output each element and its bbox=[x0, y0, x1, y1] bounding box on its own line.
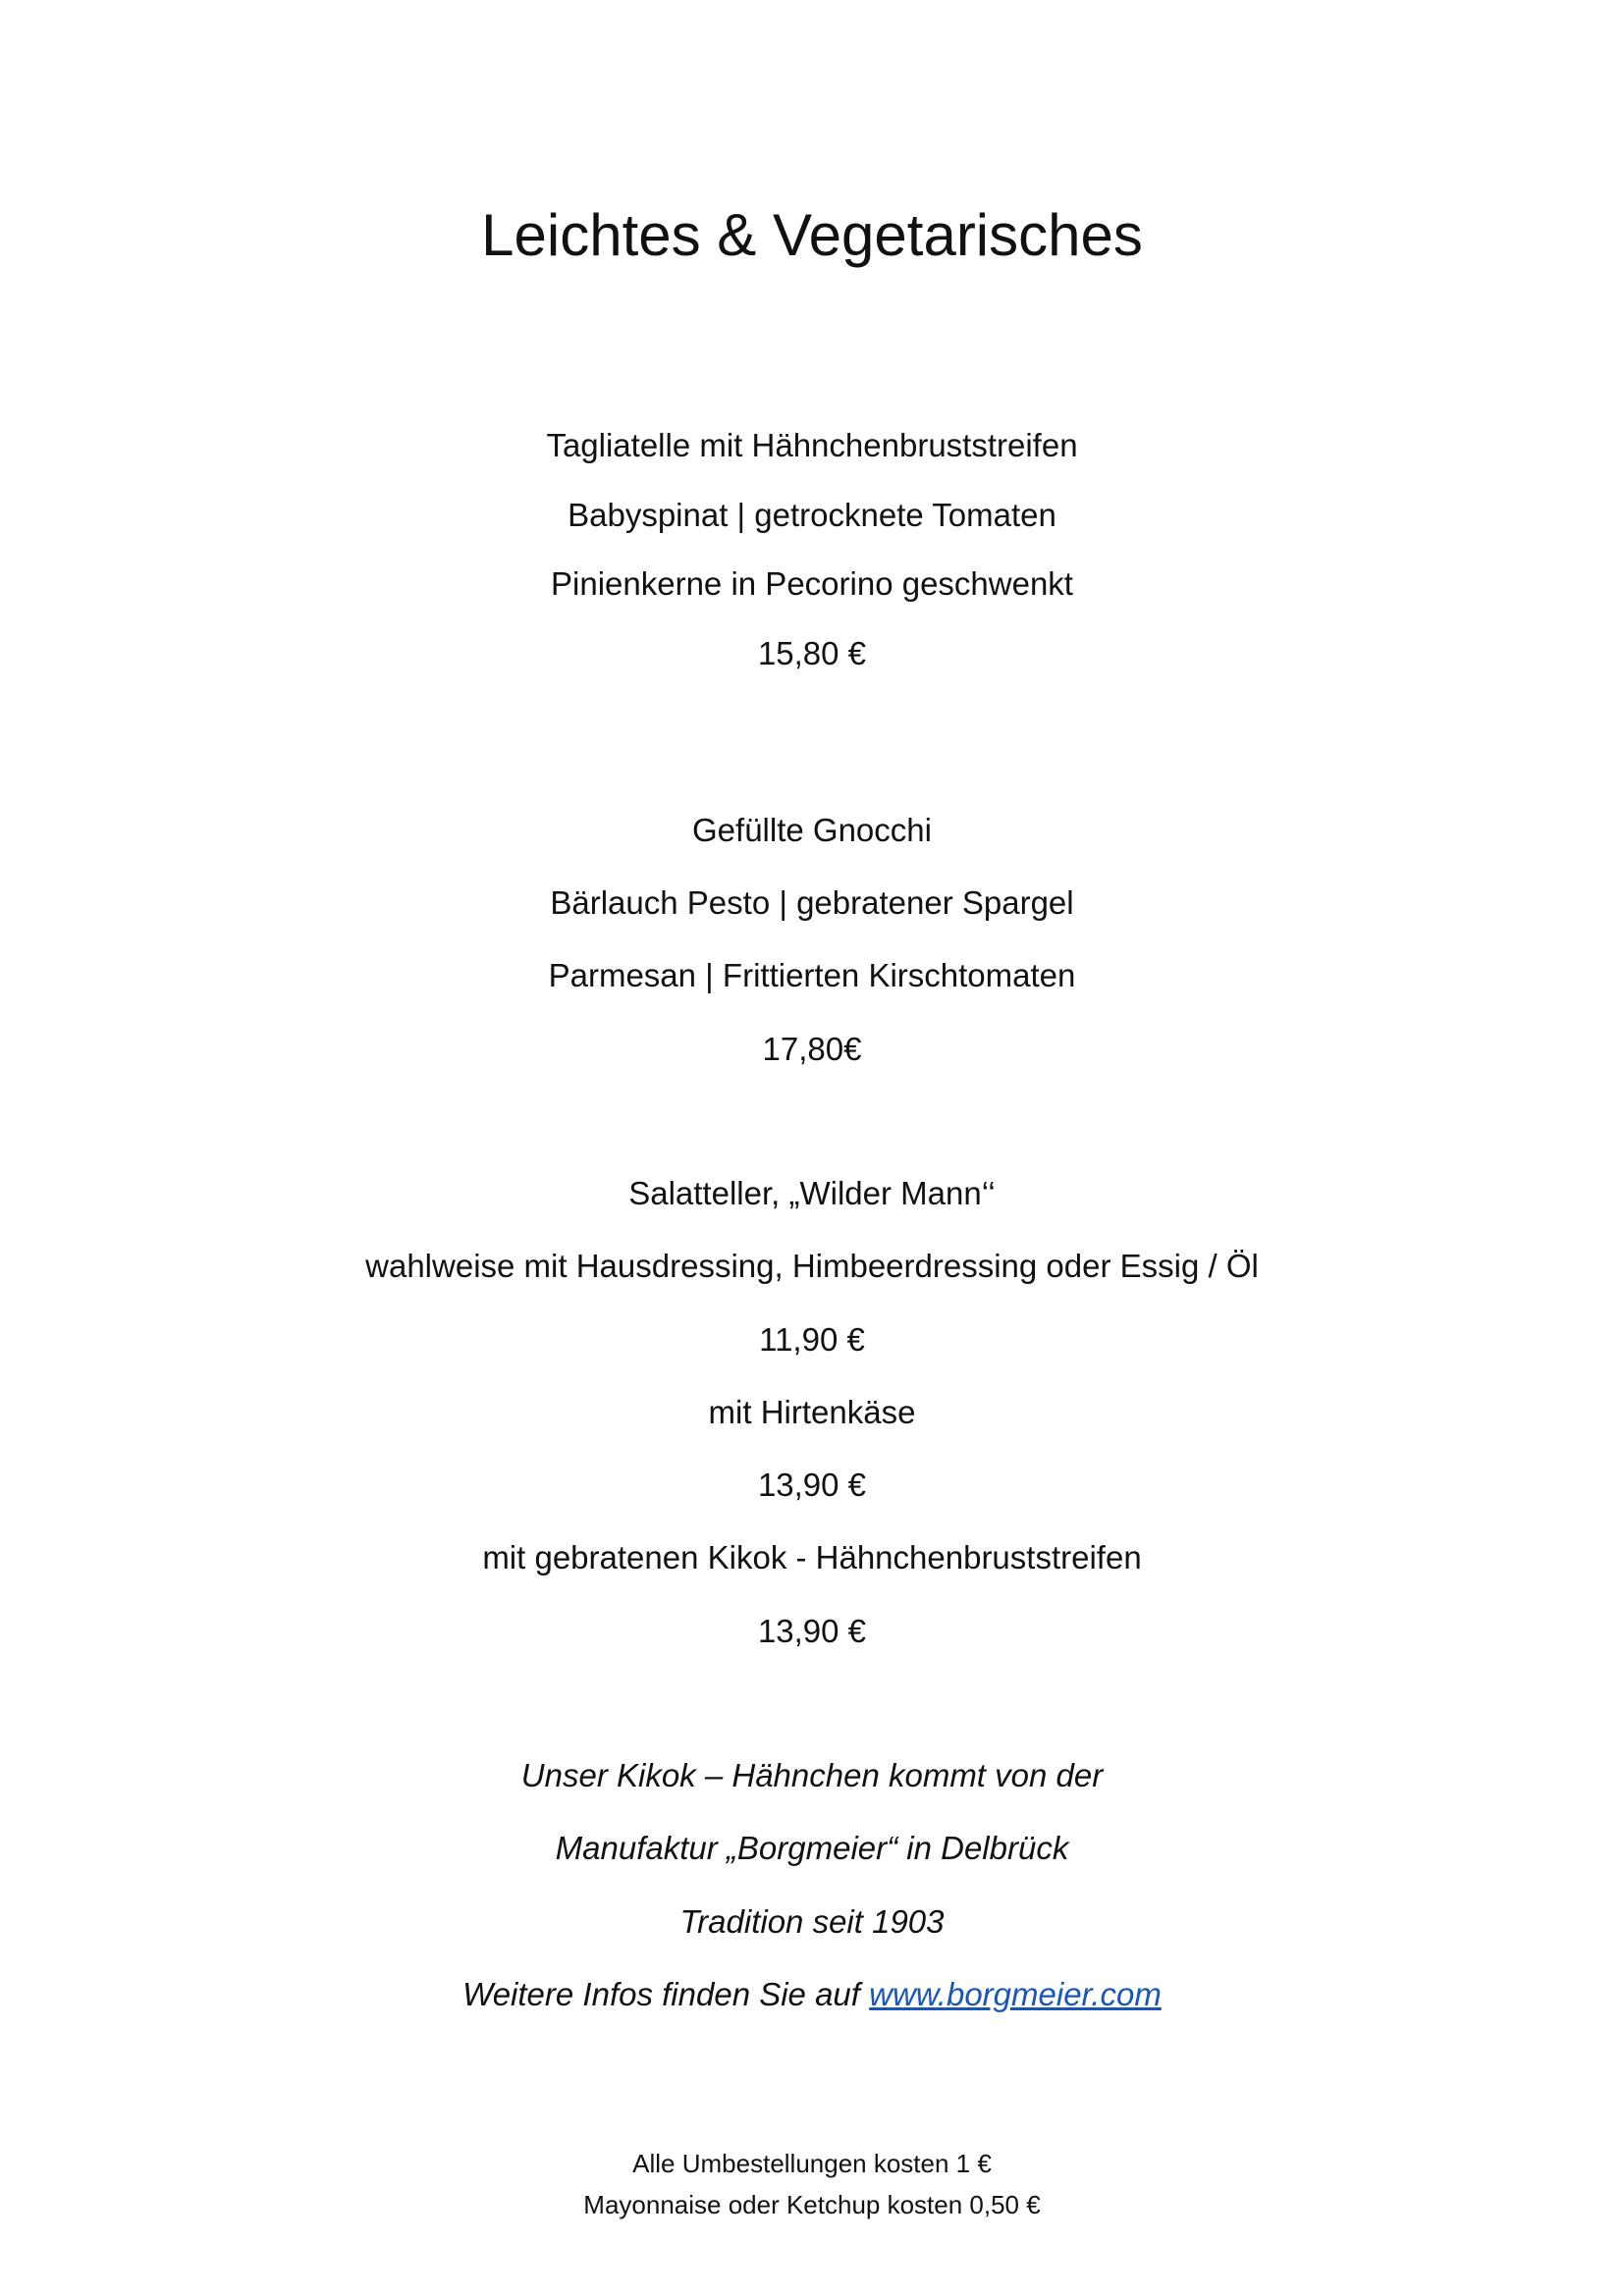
note-line bbox=[0, 1978, 1624, 2010]
note-line: Tradition seit 1903 bbox=[679, 1903, 945, 1940]
footer-line: Mayonnaise oder Ketchup kosten 0,50 € bbox=[583, 2190, 1041, 2219]
dish-name: Gefüllte Gnocchi bbox=[692, 812, 932, 848]
dish-description: Parmesan | Frittierten Kirschtomaten bbox=[548, 957, 1076, 993]
dish-option-price: 13,90 € bbox=[757, 1613, 867, 1649]
note-link-prefix: Weitere Infos finden Sie auf bbox=[462, 1976, 870, 2012]
menu-title: Leichtes & Vegetarisches bbox=[481, 202, 1143, 268]
dish-option-price: 13,90 € bbox=[757, 1467, 867, 1503]
note-line: Unser Kikok – Hähnchen kommt von der bbox=[520, 1757, 1104, 1793]
dish-option: mit Hirtenkäse bbox=[708, 1394, 916, 1430]
dish-price: 11,90 € bbox=[759, 1321, 865, 1358]
dish-description: Babyspinat | getrocknete Tomaten bbox=[568, 497, 1056, 533]
dish-option: mit gebratenen Kikok - Hähnchenbruststreifen bbox=[482, 1539, 1142, 1575]
dish-price: 17,80€ bbox=[762, 1031, 862, 1067]
note-line: Manufaktur „Borgmeier“ in Delbrück bbox=[555, 1830, 1069, 1866]
dish-description: Bärlauch Pesto | gebratener Spargel bbox=[550, 884, 1074, 921]
footer-line: Alle Umbestellungen kosten 1 € bbox=[632, 2149, 992, 2178]
borgmeier-link[interactable]: www.borgmeier.com bbox=[869, 1976, 1162, 2012]
dish-name: Tagliatelle mit Hähnchenbruststreifen bbox=[546, 427, 1078, 463]
dish-description: wahlweise mit Hausdressing, Himbeerdressing oder Essig / Öl bbox=[365, 1248, 1259, 1284]
dish-description: Pinienkerne in Pecorino geschwenkt bbox=[551, 565, 1073, 602]
dish-name: Salatteller, „Wilder Mann‘‘ bbox=[628, 1175, 996, 1211]
dish-price: 15,80 € bbox=[757, 635, 867, 671]
